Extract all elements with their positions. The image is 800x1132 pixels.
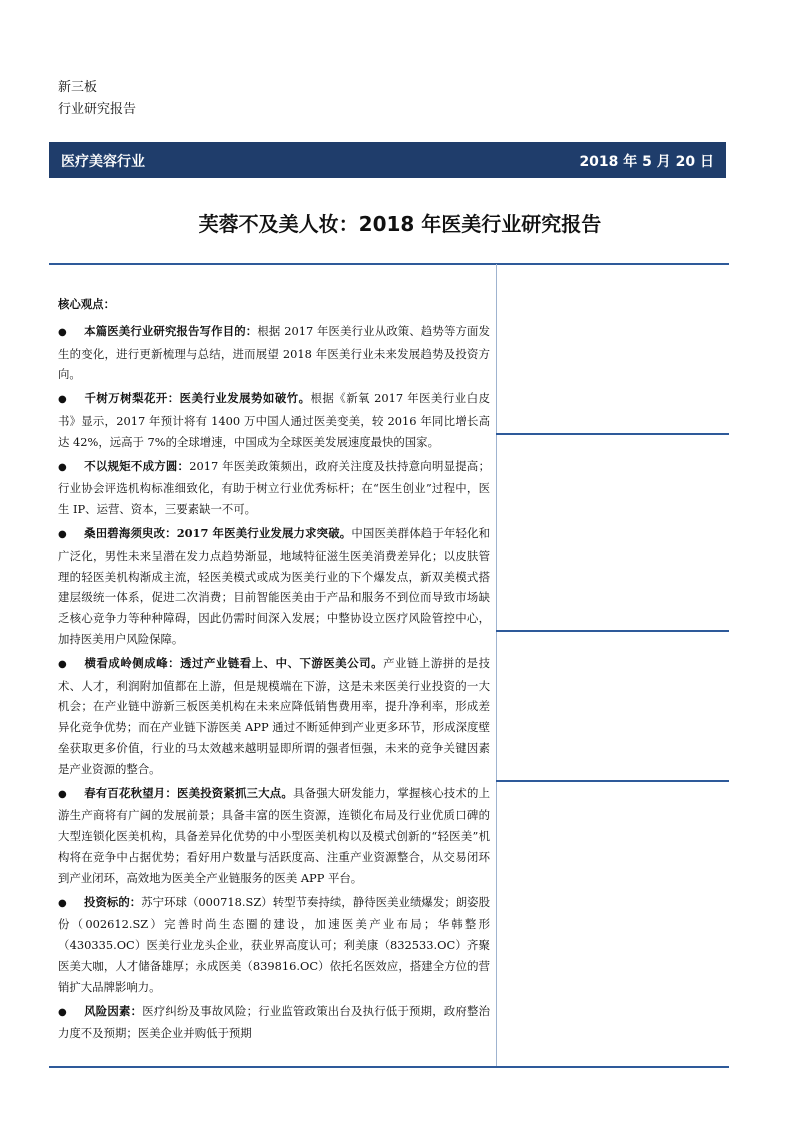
- bullet-heading: 千树万树梨花开：医美行业发展势如破竹。: [84, 391, 311, 406]
- bullet-item: [58, 523, 490, 650]
- sidebar-rule-2: [496, 630, 729, 632]
- bullet-item: [58, 321, 490, 385]
- column-divider: [496, 264, 497, 1067]
- bullet-item: [58, 783, 490, 889]
- bullet-heading: 风险因素：: [84, 1003, 143, 1018]
- bullet-icon: ●: [58, 897, 67, 909]
- bullet-icon: ●: [58, 461, 67, 473]
- bullet-item: [58, 1001, 490, 1045]
- report-title: 芙蓉不及美人妆：2018 年医美行业研究报告: [198, 212, 602, 236]
- bullet-text: 根据 2017 年医美行业从政策、趋势等方面发生的变化，进行更新梳理与总结，进而展望 2018 年医美行业未来发展趋势及投资方向。: [58, 323, 490, 382]
- bullet-heading: 横看成岭侧成峰：透过产业链看上、中、下游医美公司。: [84, 655, 384, 670]
- bullet-heading: 本篇医美行业研究报告写作目的：: [84, 323, 258, 338]
- bullet-icon: ●: [58, 394, 67, 406]
- industry-band: [49, 142, 726, 178]
- sidebar-rule-3: [496, 780, 729, 782]
- bullet-text: 产业链上游拼的是技术、人才，利润附加值都在上游，但是规模端在下游，这是未来医美行业投资的一大机会；在产业链中游新三板医美机构在未来应降低销售费用率，提升净利率，形成差异化竞争优势；而在产业链下游医美 APP 通过不断延伸到产业更多环节，形成深度壁垒获取更多价值，行业的马太效越来越明显即所谓的强者恒强，未来的竞争关键因素是产业资源的整合。: [58, 655, 490, 776]
- bullet-heading: 投资标的：: [84, 894, 142, 909]
- bullet-icon: ●: [58, 1006, 67, 1018]
- section-title: 核心观点：: [58, 297, 115, 311]
- bullet-item: [58, 892, 490, 998]
- bullet-heading: 桑田碧海须臾改：2017 年医美行业发展力求突破。: [84, 525, 352, 540]
- report-date: 2018 年 5 月 20 日: [579, 154, 714, 170]
- bullet-text: 具备强大研发能力，掌握核心技术的上游生产商将有广阔的发展前景；具备丰富的医生资源，连锁化布局及行业优质口碑的大型连锁化医美机构，具备差异化优势的中小型医美机构以及模式创新的“轻医美”机构将在竞争中占据优势；看好用户数量与活跃度高、注重产业资源整合，从交易闭环到产业闭环，高效地为医美全产业链服务的医美 APP 平台。: [58, 785, 490, 885]
- bullet-icon: ●: [58, 788, 67, 800]
- top-rule: [49, 263, 729, 265]
- bullet-list: [58, 321, 490, 1044]
- bullet-text: 根据《新氧 2017 年医美行业白皮书》显示，2017 年预计将有 1400 万中国人通过医美变美，较 2016 年同比增长高达 42%，远高于 7%的全球增速，中国成为全球医美发展速度最快的国家。: [58, 391, 490, 449]
- core-views: [58, 294, 490, 1047]
- bullet-item: [58, 456, 490, 520]
- bullet-icon: ●: [58, 528, 67, 540]
- bullet-item: [58, 388, 490, 452]
- bullet-heading: 不以规矩不成方圆：: [84, 458, 190, 473]
- header-line-1: 新三板: [58, 80, 98, 95]
- bullet-text: 2017 年医美政策频出，政府关注度及扶持意向明显提高；行业协会评选机构标准细致化，有助于树立行业优秀标杆；在“医生创业”过程中，医生 IP、运营、资本，三要素缺一不可。: [58, 458, 490, 517]
- header-line-2: 行业研究报告: [58, 102, 137, 117]
- bottom-rule: [49, 1066, 729, 1068]
- bullet-icon: ●: [58, 326, 67, 338]
- bullet-icon: ●: [58, 658, 67, 670]
- industry-name: 医疗美容行业: [61, 154, 145, 170]
- bullet-text: 中国医美群体趋于年轻化和广泛化，男性未来呈潜在发力点趋势渐显，地域特征滋生医美消费差异化；以皮肤管理的轻医美机构渐成主流，轻医美模式或成为医美行业的下个爆发点，新双美模式搭建层级统一体系，促进二次消费；目前智能医美由于产品和服务不到位而导致市场缺乏核心竞争力等种种障碍，因此仍需时间深入发展；中整协设立医疗风险管控中心，加持医美用户风险保障。: [58, 525, 490, 646]
- bullet-text: 苏宁环球（000718.SZ）转型节奏持续，静待医美业绩爆发；朗姿股份（002612.SZ）完善时尚生态圈的建设，加速医美产业布局；华韩整形（430335.OC）医美行业龙头企业，获业界高度认可；利美康（832533.OC）齐聚医美大咖，人才储备雄厚；永成医美（839816.OC）依托名医效应，搭建全方位的营销扩大品牌影响力。: [58, 894, 490, 994]
- bullet-text: 医疗纠纷及事故风险；行业监管政策出台及执行低于预期，政府整治力度不及预期；医美企业并购低于预期: [58, 1003, 490, 1041]
- bullet-heading: 春有百花秋望月：医美投资紧抓三大点。: [84, 785, 293, 800]
- sidebar-rule-1: [496, 433, 729, 435]
- bullet-item: [58, 653, 490, 780]
